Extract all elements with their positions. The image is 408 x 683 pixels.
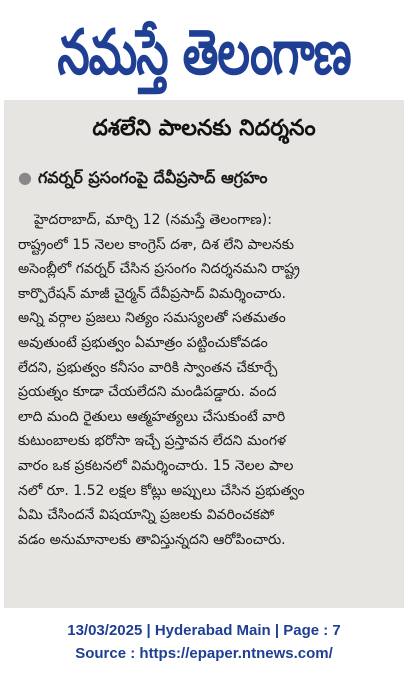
body-line: అవుతుంటే ప్రభుత్వం ఏమాత్రం పట్టించుకోవడం	[18, 334, 268, 351]
body-line: లేదని, ప్రభుత్వం కనీసం వారికి స్వాంతన చేకూర్చే	[18, 359, 278, 376]
body-line: అన్ని వర్గాల ప్రజలు నిత్యం సమస్యలతో సతమతం	[18, 310, 286, 327]
bullet-icon: ●	[18, 168, 32, 187]
body-line: అసెంబ్లీలో గవర్నర్ చేసిన ప్రసంగం నిదర్శనమని రాష్ట్ర	[18, 261, 300, 278]
body-line: వారం ఒక ప్రకటనలో విమర్శించారు. 15 నెలల పాల	[18, 457, 294, 474]
body-line: హైదరాబాద్, మార్చి 12 (నమస్తే తెలంగాణ):	[34, 212, 272, 228]
article-subheadline: గవర్నర్ ప్రసంగంపై దేవీప్రసాద్ ఆగ్రహం	[37, 168, 268, 187]
article-headline: దశలేని పాలనకు నిదర్శనం	[92, 116, 316, 141]
body-line: లాది మంది రైతులు ఆత్మహత్యలు చేసుకుంటే వారి	[18, 408, 286, 425]
newspaper-clipping	[4, 4, 404, 608]
clipping-meta: 13/03/2025 | Hyderabad Main | Page : 7	[67, 622, 341, 639]
article-body	[18, 208, 396, 552]
masthead-logo: నమస్తే తెలంగాణ	[57, 15, 351, 89]
body-line: కార్పొరేషన్ మాజీ చైర్మన్ దేవీప్రసాద్ విమర్శించారు.	[18, 285, 286, 302]
masthead	[4, 4, 404, 100]
body-line: ఏమి చేసిందనే విషయాన్ని ప్రజలకు వివరించకపో	[18, 507, 275, 524]
body-line: వడం అనుమానాలకు తావిస్తున్నదని ఆరోపించారు.	[18, 531, 286, 548]
body-line: రాష్ట్రంలో 15 నెలల కాంగ్రెస్ దశా, దిశ లేని పాలనకు	[18, 236, 294, 253]
body-line: ప్రయత్నం కూడా చేయలేదని మండిపడ్డారు. వంద	[18, 384, 277, 401]
body-line: కుటుంబాలకు భరోసా ఇచ్చే ప్రస్తావన లేదని మంగళ	[18, 433, 287, 450]
article-subheadline-row	[18, 168, 398, 191]
body-line: నలో రూ. 1.52 లక్షల కోట్లు అప్పులు చేసిన ప్రభుత్వం	[18, 482, 305, 499]
clipping-source: Source : https://epaper.ntnews.com/	[75, 645, 333, 662]
